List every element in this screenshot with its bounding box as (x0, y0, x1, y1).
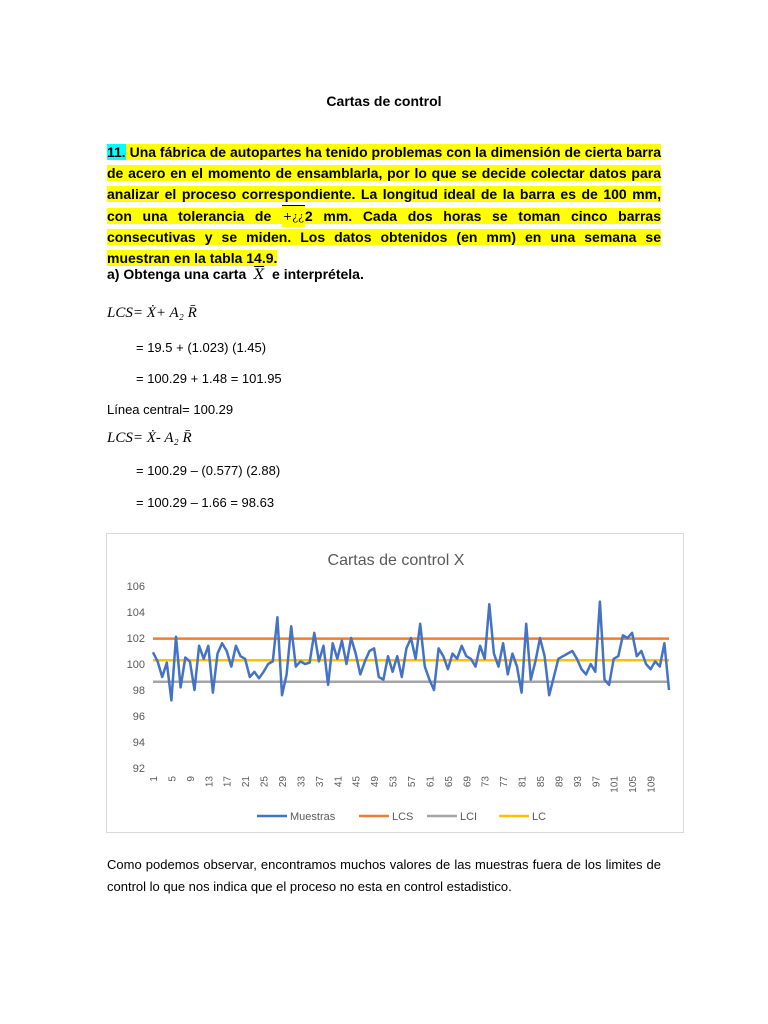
x-tick-label: 53 (388, 776, 400, 788)
y-tick-label: 106 (126, 581, 145, 593)
x-tick-label: 85 (536, 776, 547, 788)
x-tick-label: 101 (609, 776, 621, 793)
legend-label-lci: LCI (460, 811, 478, 823)
xbar-symbol: $\overline{X}$ (254, 267, 265, 283)
problem-text-part-1: Una fábrica de autopartes ha tenido problemas con la dimensión de cierta barra de acero en el momento de ensamblarla, por lo que se decide colectar datos para analizar el proceso correspondiente. La longitud ideal de la barra es de 100 mm, con una tolerancia de (107, 144, 661, 224)
conclusion-paragraph: Como podemos observar, encontramos muchos valores de las muestras fuera de los limites de control lo que nos indica que el proceso no esta en control estadistico. (107, 857, 661, 894)
x-tick-label: 21 (241, 776, 253, 788)
subquestion-suffix: e interprétela. (272, 266, 364, 282)
legend-label-lc: LC (532, 811, 547, 823)
x-tick-label: 1 (149, 776, 160, 782)
control-chart-svg (107, 534, 685, 834)
series-line-muestras (153, 602, 669, 701)
x-tick-label: 65 (443, 776, 455, 788)
tolerance-symbol: +¿¿ (282, 205, 305, 227)
y-tick-label: 102 (126, 633, 145, 645)
legend-label-muestras: Muestras (290, 811, 336, 823)
x-tick-label: 29 (278, 776, 289, 788)
legend-label-lcs: LCS (392, 811, 414, 823)
y-tick-label: 96 (132, 711, 145, 723)
y-tick-label: 92 (132, 763, 145, 775)
x-tick-label: 61 (425, 776, 437, 788)
x-tick-label: 89 (554, 776, 566, 788)
x-tick-label: 13 (204, 776, 216, 788)
x-tick-label: 33 (296, 776, 308, 788)
calc-lower-step-1: = 100.29 – (0.577) (2.88) (136, 463, 281, 478)
x-tick-label: 93 (572, 776, 584, 788)
y-tick-label: 104 (126, 607, 145, 619)
x-tick-label: 45 (351, 776, 363, 788)
formula-upper-limit: LCS= Ẋ+ A₂ R̄ (107, 305, 197, 321)
central-line-text: Línea central= 100.29 (107, 402, 234, 417)
calc-upper-step-1: = 19.5 + (1.023) (1.45) (136, 340, 267, 355)
x-tick-label: 109 (646, 776, 658, 793)
calc-upper-step-2: = 100.29 + 1.48 = 101.95 (136, 371, 282, 386)
x-tick-label: 25 (259, 776, 271, 788)
x-tick-label: 73 (480, 776, 492, 788)
x-tick-label: 5 (167, 776, 179, 782)
y-tick-label: 98 (132, 685, 145, 697)
document-title: Cartas de control (326, 93, 442, 109)
y-tick-label: 100 (126, 659, 145, 671)
x-tick-label: 105 (628, 776, 640, 793)
x-tick-label: 49 (370, 776, 382, 788)
y-tick-label: 94 (132, 737, 145, 749)
chart-title: Cartas de control X (327, 552, 465, 569)
problem-number: 11. (107, 144, 126, 160)
subquestion-a (107, 266, 364, 283)
x-tick-label: 81 (517, 776, 529, 788)
x-tick-label: 37 (314, 776, 326, 788)
x-tick-label: 97 (591, 776, 603, 788)
problem-text-part-2: 2 mm. Cada dos horas se toman cinco barras consecutivas y se miden. Los datos obtenidos (en mm) en una semana se muestran en la tabla 14.9. (107, 208, 661, 266)
x-tick-label: 17 (222, 776, 234, 788)
x-tick-label: 77 (499, 776, 511, 788)
calc-lower-step-2: = 100.29 – 1.66 = 98.63 (136, 495, 275, 510)
problem-statement (107, 142, 661, 269)
x-tick-label: 57 (407, 776, 418, 788)
x-tick-label: 9 (185, 776, 197, 782)
control-chart (106, 533, 684, 833)
x-tick-label: 69 (462, 776, 474, 788)
subquestion-prefix: a) Obtenga una carta (107, 266, 247, 282)
x-tick-label: 41 (333, 776, 345, 788)
formula-lower-limit: LCS= Ẋ- A₂ R̄ (107, 430, 192, 446)
